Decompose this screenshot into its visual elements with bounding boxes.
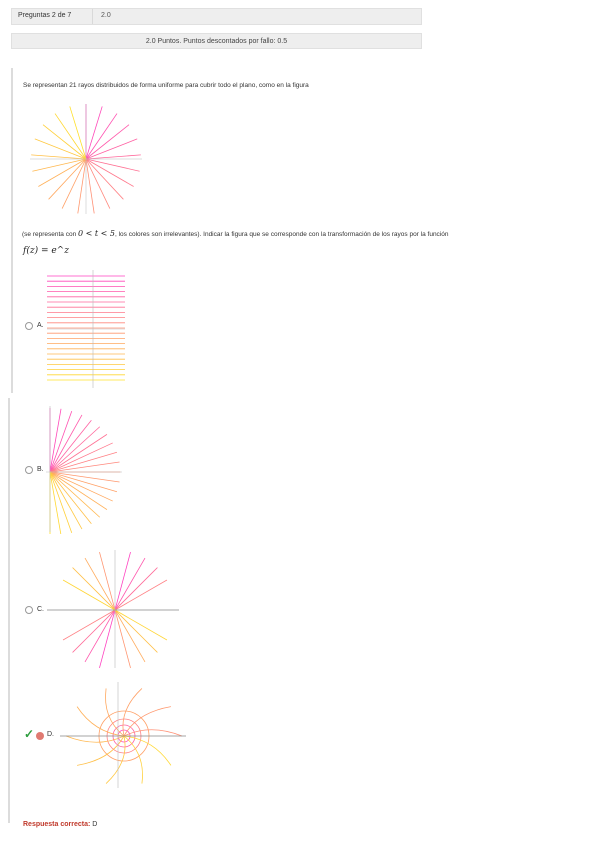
ray [86,106,102,159]
fan-line [50,420,91,472]
fan-line [50,411,72,472]
arc-curve [77,736,124,765]
arc-curve [66,736,124,742]
ray [38,159,86,187]
correct-answer [23,821,97,828]
rays-figure [26,100,146,218]
question-nav-bar [11,8,422,25]
options-border [8,398,10,823]
ray [70,106,86,159]
question-border [11,68,13,393]
option-b-radio[interactable] [25,466,33,474]
ray [55,114,86,159]
instruction-before: (se representa con [22,231,77,238]
ray [32,159,86,171]
option-a-figure[interactable] [45,268,127,390]
ray [86,159,123,199]
points-info-bar: 2.0 Puntos. Puntos descontados por fallo: 0.5 [11,33,422,49]
fan-line [50,472,91,524]
option-d-label[interactable]: D. [47,731,54,738]
arc-curve [124,730,182,736]
option-d-figure[interactable] [58,680,188,790]
divider [92,9,93,24]
question-instruction [22,229,448,238]
fan-line [50,452,117,472]
fan-line [50,472,100,517]
option-a-radio[interactable] [25,322,33,330]
instruction-math: 0 < t < 5 [78,229,115,238]
ray [86,159,134,187]
option-a-label[interactable]: A. [37,322,44,329]
option-d-radio[interactable] [36,732,44,740]
option-b-label[interactable]: B. [37,466,44,473]
option-b-figure[interactable] [44,404,124,534]
question-intro: Se representan 21 rayos distribuidos de forma uniforme para cubrir todo el plano, como en la figura [23,82,309,89]
fan-line [50,427,100,472]
ray [43,125,86,159]
option-c-label[interactable]: C. [37,606,44,613]
arc-curve [77,707,124,736]
question-counter: Preguntas 2 de 7 [18,12,72,19]
correct-answer-label: Respuesta correcta: [23,821,91,828]
ray [86,159,140,171]
fan-line [50,472,72,533]
instruction-after: , los colores son irrelevantes). Indicar la figura que se corresponde con la transformación de los rayos por la función [115,231,449,238]
option-c-figure[interactable] [45,548,181,670]
ray [86,114,117,159]
fan-line [50,472,107,510]
checkmark-icon: ✓ [24,727,35,741]
arc-curve [124,707,171,736]
arc-curve [124,736,171,765]
function-formula: f(z) = e^z [23,246,69,256]
ray [86,125,129,159]
fan-line [50,472,117,492]
score-value: 2.0 [101,12,111,19]
fan-line [50,434,107,472]
ray [49,159,86,199]
correct-answer-value: D [92,821,98,828]
option-c-radio[interactable] [25,606,33,614]
